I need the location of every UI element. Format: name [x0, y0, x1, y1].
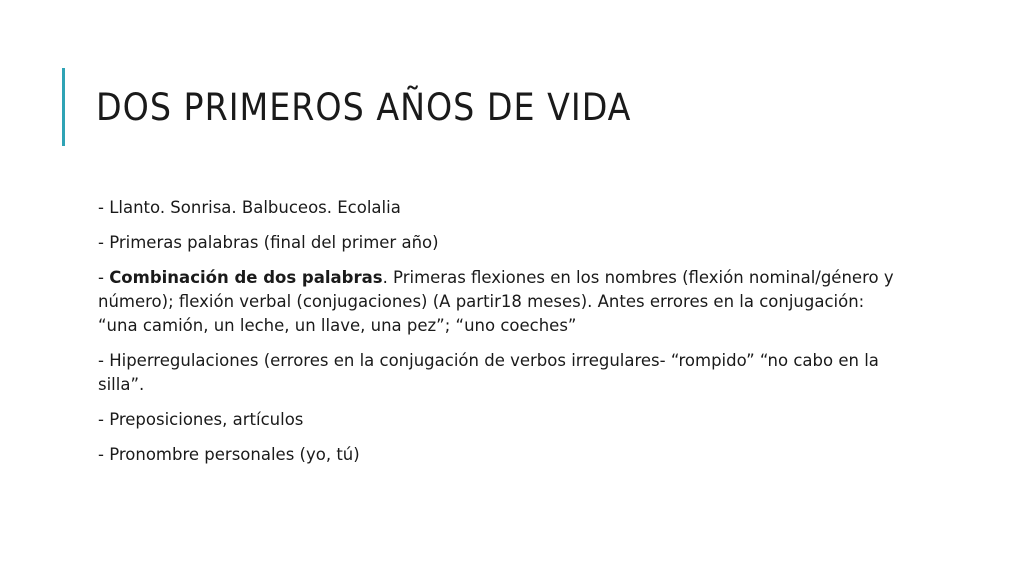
list-item-text: . Primeras flexiones en los nombres (flexión nominal/género y número); flexión verbal (conjugaciones) (A partir18 meses). Antes errores en la conjugación: “una camión, un leche, un llave, una pez”; “uno coeches” — [98, 268, 894, 335]
title-accent-bar — [62, 68, 65, 146]
bullet-list — [98, 196, 898, 478]
list-item-bold-term: Combinación de dos palabras — [109, 268, 383, 287]
list-item: - Llanto. Sonrisa. Balbuceos. Ecolalia — [98, 198, 401, 217]
list-item: - Hiperregulaciones (errores en la conjugación de verbos irregulares- “rompido” “no cabo en la silla”. — [98, 351, 879, 394]
list-item: - Preposiciones, artículos — [98, 410, 304, 429]
list-item-prefix: - — [98, 268, 110, 287]
slide-title: DOS PRIMEROS AÑOS DE VIDA — [96, 86, 632, 129]
list-item — [98, 266, 898, 338]
list-item: - Pronombre personales (yo, tú) — [98, 445, 360, 464]
list-item: - Primeras palabras (final del primer año) — [98, 233, 439, 252]
